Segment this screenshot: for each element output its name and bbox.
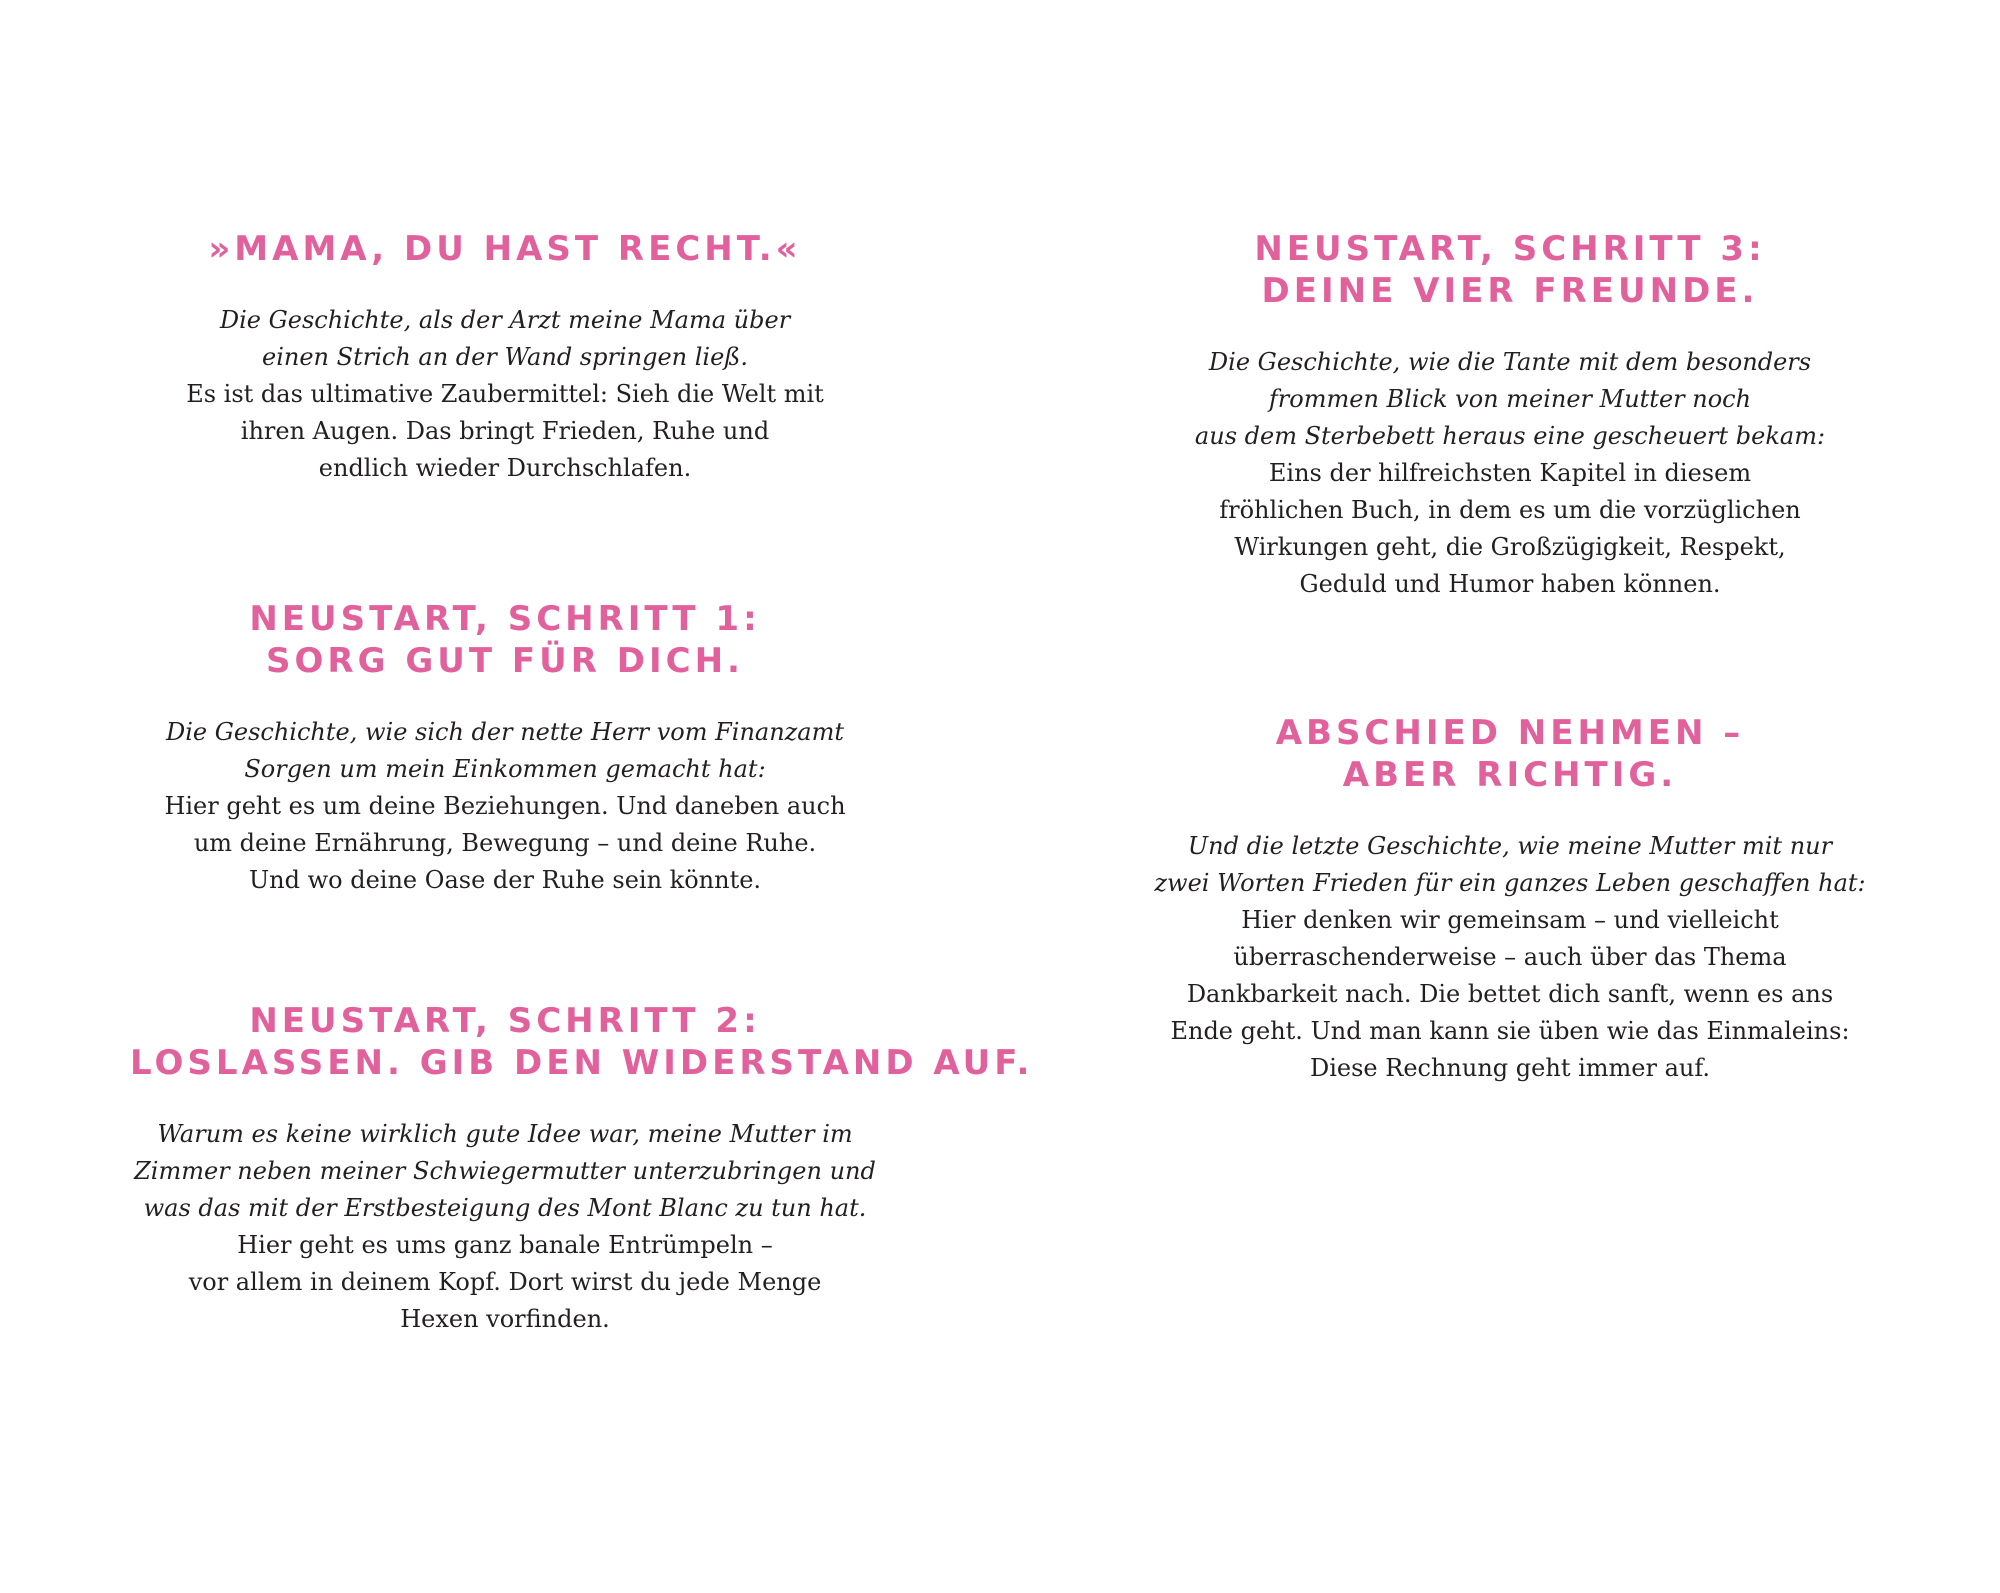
body-line: ihren Augen. Das bringt Frieden, Ruhe und: [240, 417, 770, 445]
heading-line: NEUSTART, SCHRITT 3:: [1254, 229, 1766, 269]
section-heading: [1135, 712, 1885, 796]
section-heading: [130, 228, 880, 270]
section-neustart-schritt-2: [130, 1000, 1034, 1338]
intro-line: Und die letzte Geschichte, wie meine Mutter mit nur: [1187, 832, 1833, 860]
section-intro: [1135, 828, 1885, 902]
body-line: Es ist das ultimative Zaubermittel: Sieh die Welt mit: [186, 380, 824, 408]
section-heading: [1135, 228, 1885, 312]
section-body: [130, 788, 880, 899]
intro-line: Die Geschichte, wie die Tante mit dem besonders: [1208, 348, 1812, 376]
body-line: Dankbarkeit nach. Die bettet dich sanft, wenn es ans: [1186, 980, 1834, 1008]
body-line: Hier geht es um deine Beziehungen. Und daneben auch: [164, 792, 846, 820]
body-line: Wirkungen geht, die Großzügigkeit, Respekt,: [1234, 533, 1786, 561]
section-intro: [130, 302, 880, 376]
section-body: [130, 376, 880, 487]
body-line: Hexen vorfinden.: [400, 1305, 610, 1333]
heading-line: NEUSTART, SCHRITT 2:: [249, 1001, 761, 1041]
section-neustart-schritt-1: [130, 598, 880, 899]
right-column: [1135, 0, 1885, 1593]
heading-line: SORG GUT FÜR DICH.: [266, 641, 744, 681]
body-line: fröhlichen Buch, in dem es um die vorzüglichen: [1219, 496, 1801, 524]
section-neustart-schritt-3: [1135, 228, 1885, 603]
intro-line: was das mit der Erstbesteigung des Mont Blanc zu tun hat.: [143, 1194, 867, 1222]
heading-line: ABSCHIED NEHMEN –: [1275, 713, 1745, 753]
intro-line: Die Geschichte, als der Arzt meine Mama über: [219, 306, 791, 334]
body-line: Geduld und Humor haben können.: [1299, 570, 1721, 598]
intro-line: aus dem Sterbebett heraus eine gescheuert bekam:: [1194, 422, 1826, 450]
section-body: [1135, 902, 1885, 1087]
body-line: vor allem in deinem Kopf. Dort wirst du jede Menge: [188, 1268, 822, 1296]
intro-line: einen Strich an der Wand springen ließ.: [262, 343, 748, 371]
intro-line: Zimmer neben meiner Schwiegermutter unterzubringen und: [134, 1157, 876, 1185]
left-column: [130, 0, 1034, 1593]
section-intro: [130, 714, 880, 788]
intro-line: Warum es keine wirklich gute Idee war, meine Mutter im: [157, 1120, 853, 1148]
body-line: endlich wieder Durchschlafen.: [318, 454, 692, 482]
heading-line: NEUSTART, SCHRITT 1:: [249, 599, 761, 639]
body-line: überraschenderweise – auch über das Thema: [1233, 943, 1787, 971]
section-intro: [1135, 344, 1885, 455]
intro-line: frommen Blick von meiner Mutter noch: [1268, 385, 1752, 413]
section-abschied-nehmen: [1135, 712, 1885, 1087]
section-body: [130, 1227, 880, 1338]
body-line: Ende geht. Und man kann sie üben wie das Einmaleins:: [1170, 1017, 1850, 1045]
section-intro: [130, 1116, 880, 1227]
body-line: um deine Ernährung, Bewegung – und deine Ruhe.: [193, 829, 817, 857]
intro-line: Die Geschichte, wie sich der nette Herr vom Finanzamt: [165, 718, 845, 746]
heading-line: LOSLASSEN. GIB DEN WIDERSTAND AUF.: [130, 1043, 1034, 1083]
section-body: [1135, 455, 1885, 603]
body-line: Hier denken wir gemeinsam – und vielleicht: [1241, 906, 1779, 934]
body-line: Diese Rechnung geht immer auf.: [1309, 1054, 1711, 1082]
section-mama-du-hast-recht: [130, 228, 880, 487]
heading-line: »MAMA, DU HAST RECHT.«: [208, 229, 802, 269]
heading-line: ABER RICHTIG.: [1342, 755, 1678, 795]
body-line: Und wo deine Oase der Ruhe sein könnte.: [248, 866, 762, 894]
body-line: Eins der hilfreichsten Kapitel in diesem: [1268, 459, 1752, 487]
section-heading: [130, 1000, 1034, 1084]
section-heading: [130, 598, 880, 682]
intro-line: Sorgen um mein Einkommen gemacht hat:: [244, 755, 766, 783]
intro-line: zwei Worten Frieden für ein ganzes Leben geschaffen hat:: [1154, 869, 1866, 897]
body-line: Hier geht es ums ganz banale Entrümpeln –: [237, 1231, 773, 1259]
heading-line: DEINE VIER FREUNDE.: [1261, 271, 1759, 311]
